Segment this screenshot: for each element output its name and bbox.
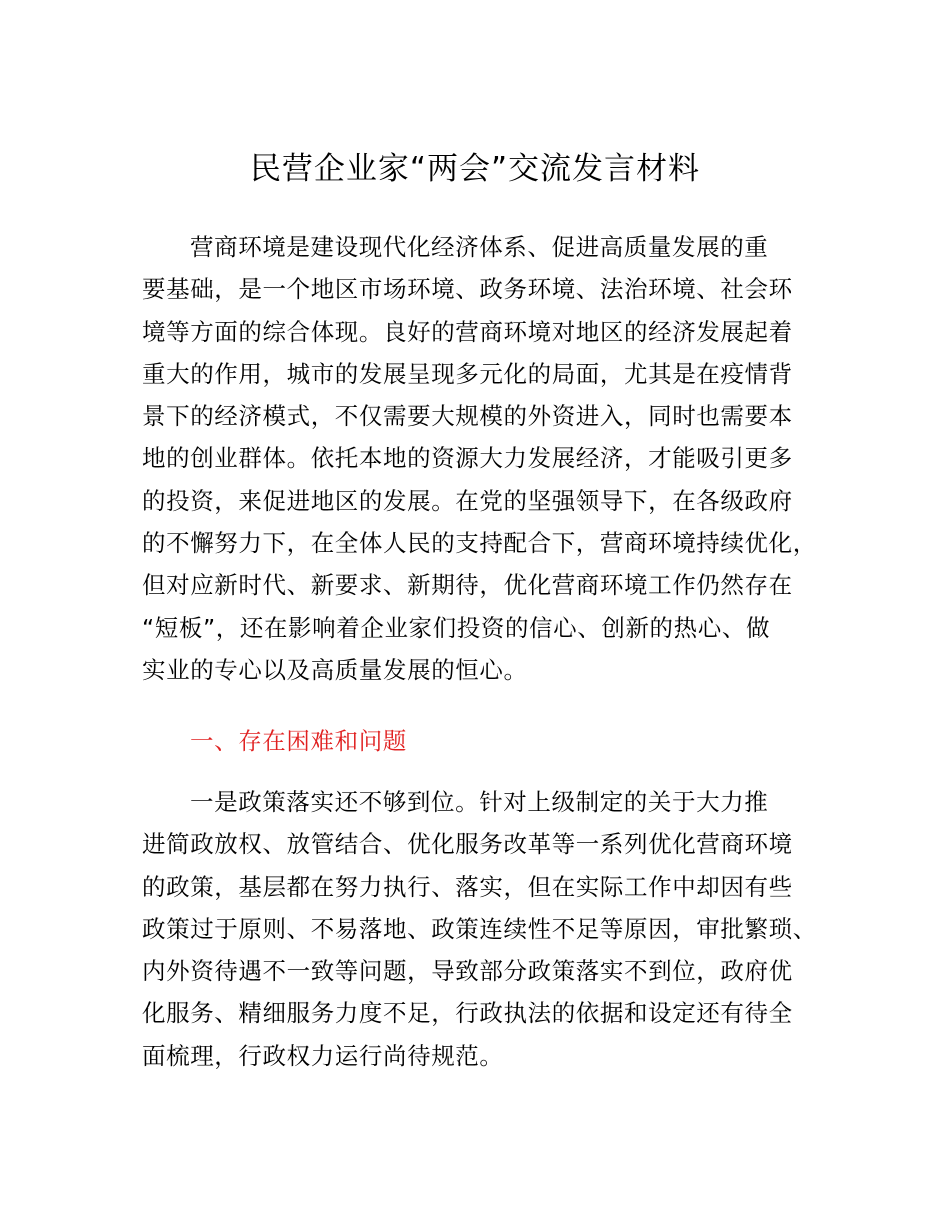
paragraph-line: 进简政放权、放管结合、优化服务改革等一系列优化营商环境: [142, 830, 793, 859]
document-title: 民营企业家“两会”交流发言材料: [249, 151, 701, 187]
paragraph-line: 境等方面的综合体现。良好的营商环境对地区的经济发展起着: [142, 317, 793, 346]
paragraph-line: 政策过于原则、不易落地、政策连续性不足等原因，审批繁琐、: [142, 914, 817, 943]
paragraph-line: 的不懈努力下，在全体人民的支持配合下，营商环境持续优化，: [142, 529, 817, 558]
paragraph-line: 化服务、精细服务力度不足，行政执法的依据和设定还有待全: [142, 999, 793, 1028]
paragraph-line: 的投资，来促进地区的发展。在党的坚强领导下，在各级政府: [142, 486, 793, 515]
paragraph-line: 景下的经济模式，不仅需要大规模的外资进入，同时也需要本: [142, 402, 793, 431]
paragraph-line: 实业的专心以及高质量发展的恒心。: [142, 655, 528, 684]
paragraph-line: 营商环境是建设现代化经济体系、促进高质量发展的重: [190, 233, 769, 261]
paragraph-line: 一是政策落实还不够到位。针对上级制定的关于大力推: [190, 788, 769, 816]
paragraph-line: “短板”，还在影响着企业家们投资的信心、创新的热心、做: [142, 613, 771, 642]
section-heading: 一、存在困难和问题: [190, 727, 407, 755]
paragraph-line: 地的创业群体。依托本地的资源大力发展经济，才能吸引更多: [142, 444, 793, 473]
paragraph-line: 重大的作用，城市的发展呈现多元化的局面，尤其是在疫情背: [142, 359, 793, 388]
section-point-paragraph: [142, 781, 817, 1077]
paragraph-line: 但对应新时代、新要求、新期待，优化营商环境工作仍然存在: [142, 571, 793, 600]
paragraph-line: 内外资待遇不一致等问题，导致部分政策落实不到位，政府优: [142, 957, 793, 986]
paragraph-line: 的政策，基层都在努力执行、落实，但在实际工作中却因有些: [142, 872, 793, 901]
paragraph-line: 要基础，是一个地区市场环境、政务环境、法治环境、社会环: [142, 275, 793, 304]
paragraph-line: 面梳理，行政权力运行尚待规范。: [142, 1041, 504, 1070]
intro-paragraph: [142, 226, 817, 691]
